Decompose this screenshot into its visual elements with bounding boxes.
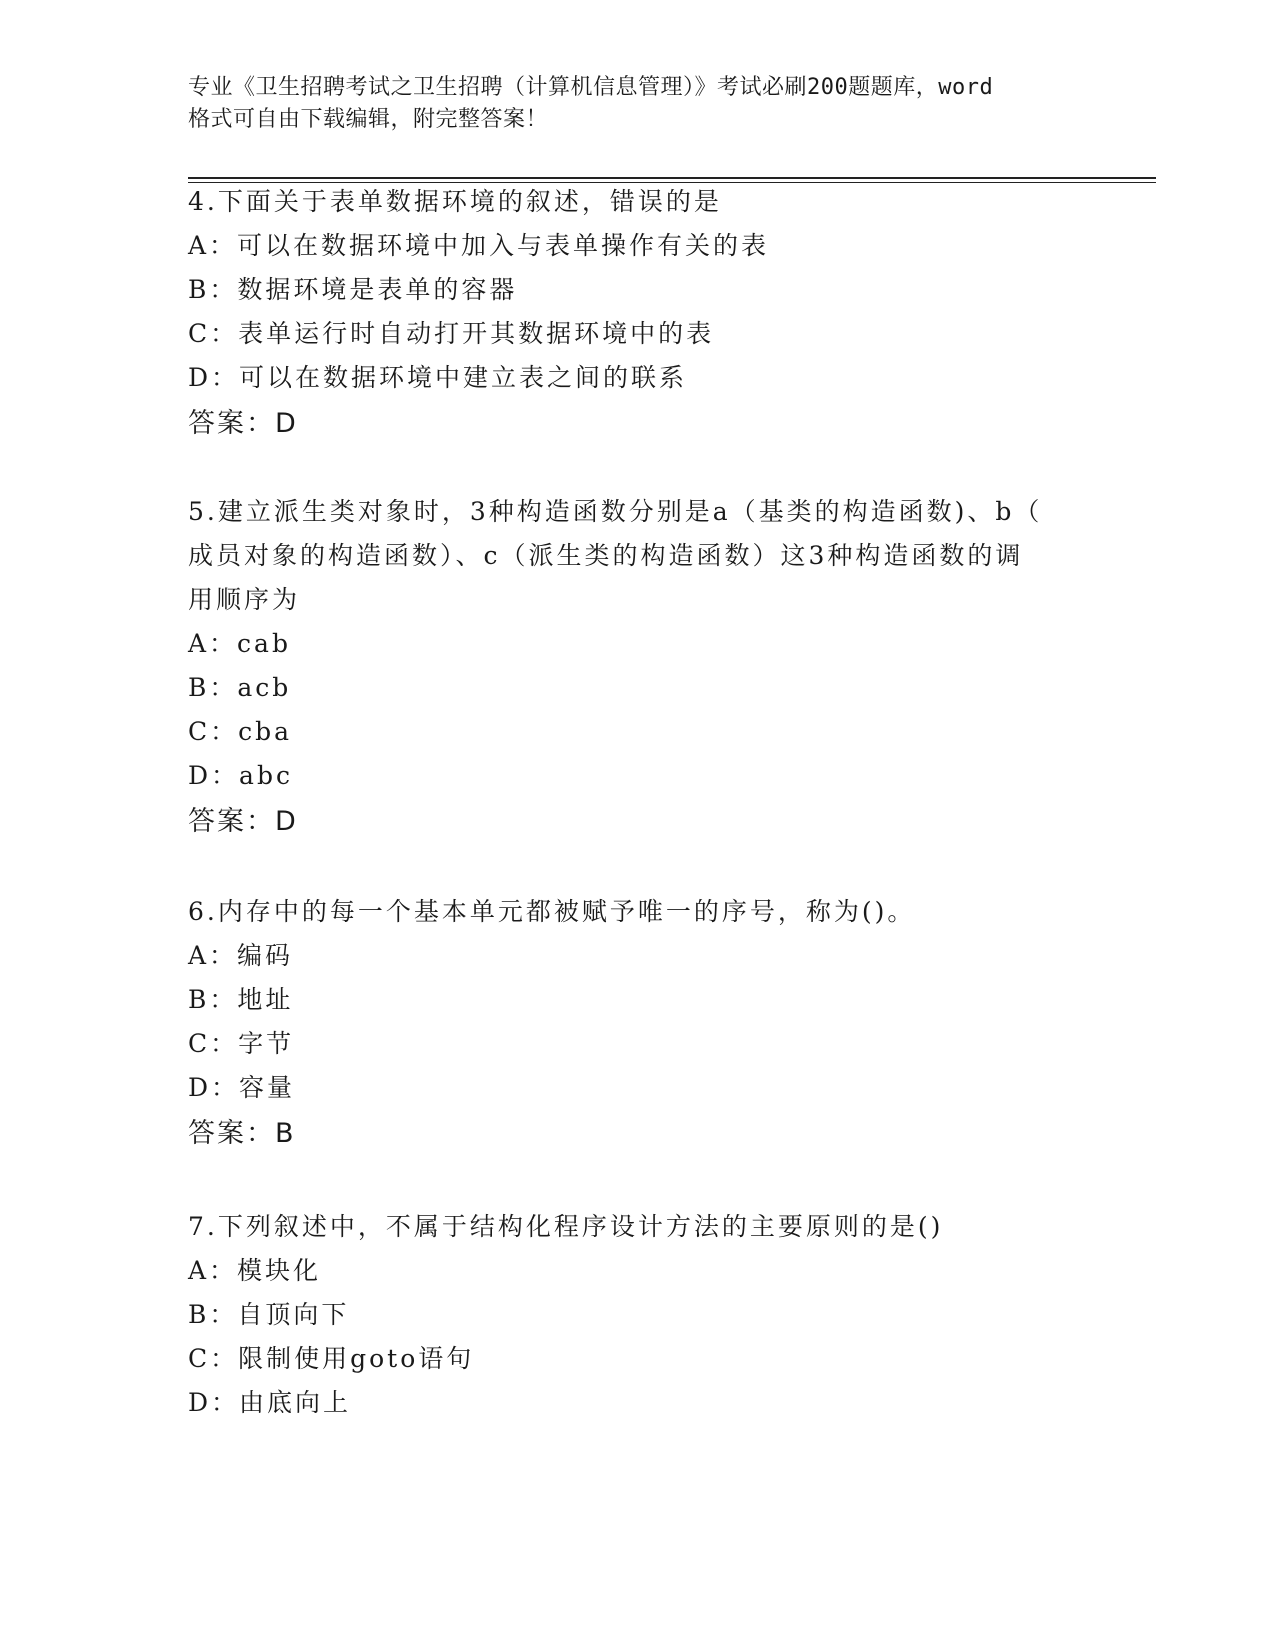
document-header [188, 72, 1088, 136]
option-d: D：abc [188, 761, 293, 790]
option-b: B：地址 [188, 985, 294, 1014]
option-a: A：编码 [188, 941, 294, 970]
option-a: A：可以在数据环境中加入与表单操作有关的表 [188, 231, 770, 260]
question-stem: 4.下面关于表单数据环境的叙述，错误的是 [188, 187, 722, 216]
option-d: D：可以在数据环境中建立表之间的联系 [188, 363, 688, 392]
question-stem-line-1: 5.建立派生类对象时，3种构造函数分别是a（基类的构造函数)、b（ [188, 497, 1043, 526]
question-stem: 6.内存中的每一个基本单元都被赋予唯一的序号，称为()。 [188, 897, 916, 926]
header-line-2: 格式可自由下载编辑，附完整答案！ [188, 107, 549, 132]
question-4 [188, 180, 1088, 444]
option-a: A：模块化 [188, 1256, 322, 1285]
answer-label: 答案：D [188, 806, 298, 837]
answer-label: 答案：B [188, 1118, 296, 1149]
question-6 [188, 890, 1088, 1154]
option-d: D：由底向上 [188, 1388, 352, 1417]
option-c: C：cba [188, 717, 293, 746]
option-b: B：acb [188, 673, 292, 702]
option-d: D：容量 [188, 1073, 296, 1102]
question-stem-line-3: 用顺序为 [188, 585, 301, 614]
question-stem: 7.下列叙述中，不属于结构化程序设计方法的主要原则的是() [188, 1212, 944, 1241]
option-b: B：自顶向下 [188, 1300, 350, 1329]
question-stem-line-2: 成员对象的构造函数）、c（派生类的构造函数）这3种构造函数的调 [188, 541, 1024, 570]
option-c: C：限制使用goto语句 [188, 1344, 475, 1373]
option-c: C：字节 [188, 1029, 295, 1058]
option-c: C：表单运行时自动打开其数据环境中的表 [188, 319, 715, 348]
option-b: B：数据环境是表单的容器 [188, 275, 518, 304]
question-7 [188, 1205, 1088, 1425]
answer-label: 答案：D [188, 408, 298, 439]
header-divider-thick [188, 177, 1156, 179]
option-a: A：cab [188, 629, 291, 658]
header-line-1: 专业《卫生招聘考试之卫生招聘（计算机信息管理）》考试必刷200题题库，word [188, 75, 994, 100]
question-5 [188, 490, 1088, 842]
